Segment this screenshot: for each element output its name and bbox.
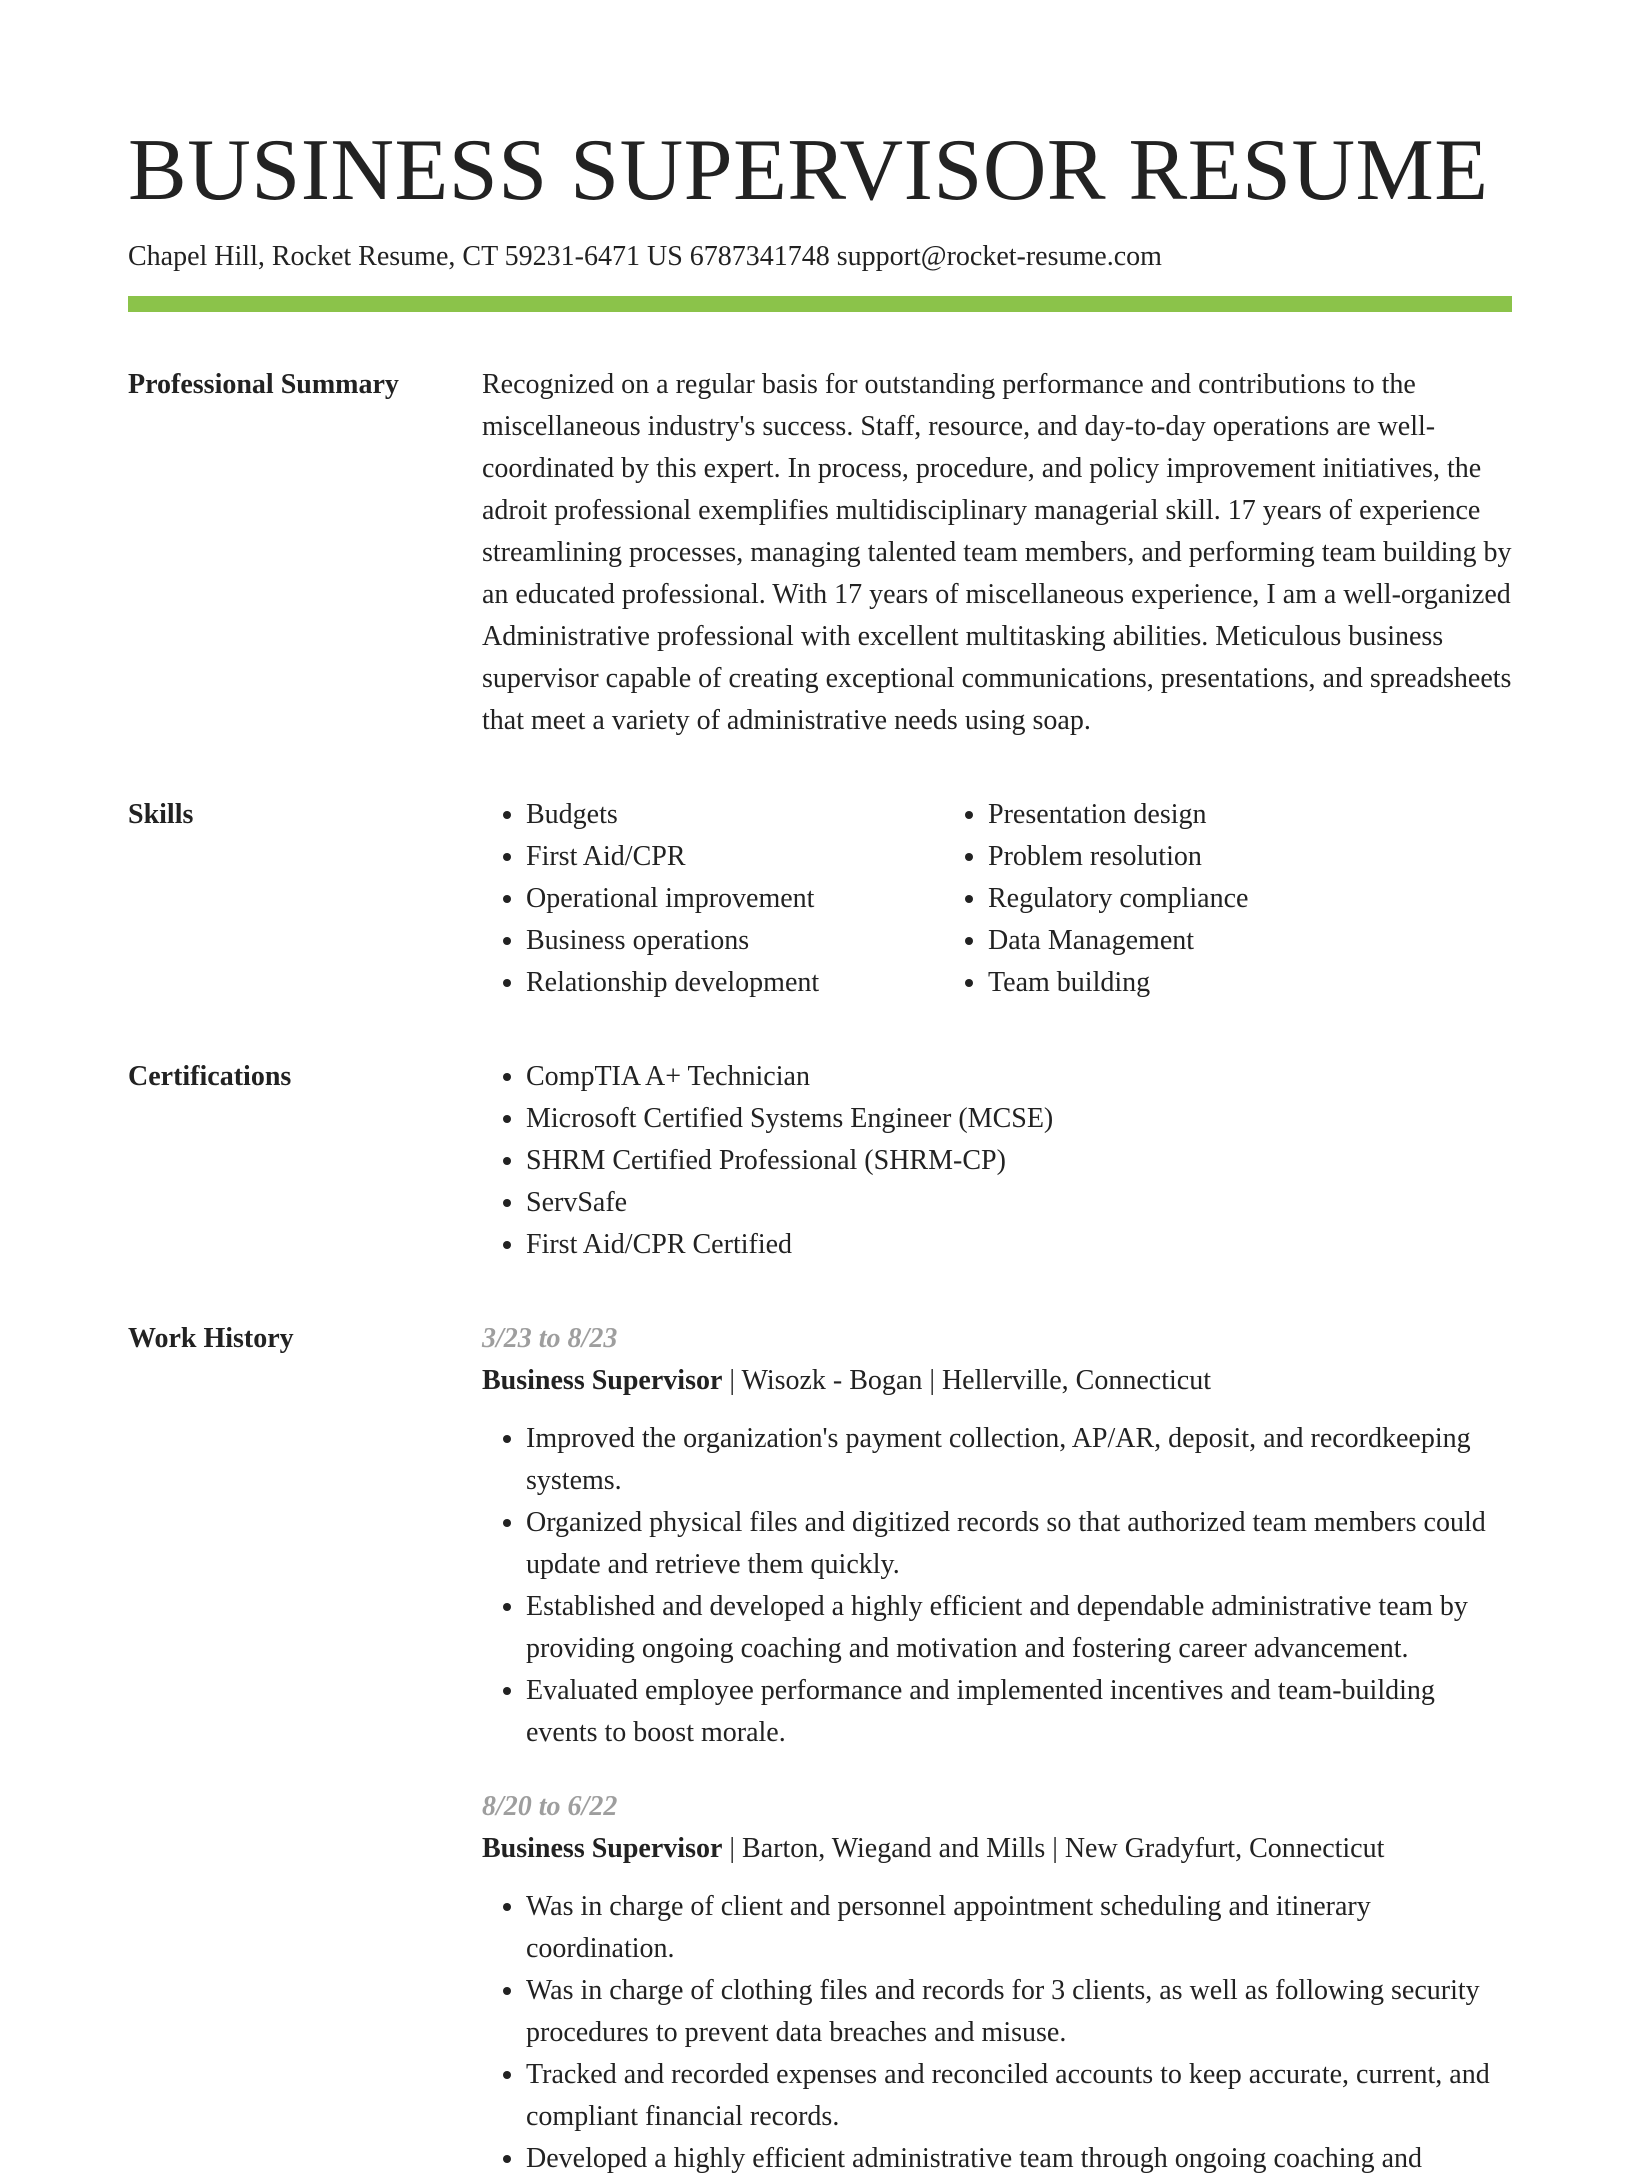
skill-item: • Presentation design bbox=[988, 794, 1406, 836]
job-bullets bbox=[482, 1418, 1512, 1754]
job-bullet: • Tracked and recorded expenses and reconciled accounts to keep accurate, current, and compliant financial records. bbox=[526, 2054, 1512, 2138]
certification-item: • SHRM Certified Professional (SHRM-CP) bbox=[526, 1140, 1512, 1182]
resume-title: BUSINESS SUPERVISOR RESUME bbox=[128, 122, 1489, 219]
job-bullet: • Organized physical files and digitized records so that authorized team members could update and retrieve them quickly. bbox=[526, 1502, 1512, 1586]
job-company-location: | Barton, Wiegand and Mills | New Gradyfurt, Connecticut bbox=[722, 1833, 1385, 1864]
certifications-section bbox=[128, 1056, 1512, 1266]
job-bullet: • Was in charge of client and personnel appointment scheduling and itinerary coordination. bbox=[526, 1886, 1512, 1970]
job-title: Business Supervisor bbox=[482, 1365, 723, 1396]
skill-item: • First Aid/CPR bbox=[526, 836, 944, 878]
certifications-list bbox=[482, 1056, 1512, 1266]
skill-item: • Regulatory compliance bbox=[988, 878, 1406, 920]
certification-item: • Microsoft Certified Systems Engineer (MCSE) bbox=[526, 1098, 1512, 1140]
skill-item: • Budgets bbox=[526, 794, 944, 836]
job-heading bbox=[482, 1828, 1512, 1870]
skill-item: • Problem resolution bbox=[988, 836, 1406, 878]
accent-divider bbox=[128, 296, 1512, 312]
job-bullet: • Evaluated employee performance and implemented incentives and team-building events to boost morale. bbox=[526, 1670, 1512, 1754]
skills-label: Skills bbox=[128, 799, 194, 830]
job-heading bbox=[482, 1360, 1512, 1402]
summary-section bbox=[128, 364, 1512, 742]
certification-item: • First Aid/CPR Certified bbox=[526, 1224, 1512, 1266]
certification-item: • CompTIA A+ Technician bbox=[526, 1056, 1512, 1098]
job-entry bbox=[482, 1786, 1512, 2180]
skills-column-1 bbox=[482, 794, 944, 1004]
work-history-label: Work History bbox=[128, 1323, 294, 1354]
skill-item: • Data Management bbox=[988, 920, 1406, 962]
skill-item: • Team building bbox=[988, 962, 1406, 1004]
job-bullet: • Improved the organization's payment collection, AP/AR, deposit, and recordkeeping systems. bbox=[526, 1418, 1512, 1502]
job-bullet: • Established and developed a highly efficient and dependable administrative team by providing ongoing coaching and motivation and fostering career advancement. bbox=[526, 1586, 1512, 1670]
summary-text: Recognized on a regular basis for outstanding performance and contributions to the miscellaneous industry's success. Staff, resource, and day-to-day operations are well-coordinated by this expert. In process, procedure, and policy improvement initiatives, the adroit professional exemplifies multidisciplinary managerial skill. 17 years of experience streamlining processes, managing talented team members, and performing team building by an educated professional. With 17 years of miscellaneous experience, I am a well-organized Administrative professional with excellent multitasking abilities. Meticulous business supervisor capable of creating exceptional communications, presentations, and spreadsheets that meet a variety of administrative needs using soap. bbox=[482, 369, 1512, 736]
skill-item: • Relationship development bbox=[526, 962, 944, 1004]
skills-column-2 bbox=[944, 794, 1406, 1004]
job-bullets bbox=[482, 1886, 1512, 2180]
skill-item: • Operational improvement bbox=[526, 878, 944, 920]
job-date: 8/20 to 6/22 bbox=[482, 1791, 618, 1822]
contact-line: Chapel Hill, Rocket Resume, CT 59231-6471 US 6787341748 support@rocket-resume.com bbox=[128, 241, 1162, 272]
job-title: Business Supervisor bbox=[482, 1833, 723, 1864]
job-entry bbox=[482, 1318, 1512, 1754]
certifications-label: Certifications bbox=[128, 1061, 292, 1092]
skill-item: • Business operations bbox=[526, 920, 944, 962]
job-bullet: • Developed a highly efficient administrative team through ongoing coaching and bbox=[526, 2138, 1512, 2180]
work-history-section bbox=[128, 1318, 1512, 2180]
skills-section bbox=[128, 794, 1512, 1004]
job-date: 3/23 to 8/23 bbox=[482, 1323, 618, 1354]
job-company-location: | Wisozk - Bogan | Hellerville, Connecticut bbox=[722, 1365, 1211, 1396]
summary-label: Professional Summary bbox=[128, 369, 399, 400]
certification-item: • ServSafe bbox=[526, 1182, 1512, 1224]
resume-page bbox=[128, 0, 1512, 2180]
job-bullet: • Was in charge of clothing files and records for 3 clients, as well as following security procedures to prevent data breaches and misuse. bbox=[526, 1970, 1512, 2054]
